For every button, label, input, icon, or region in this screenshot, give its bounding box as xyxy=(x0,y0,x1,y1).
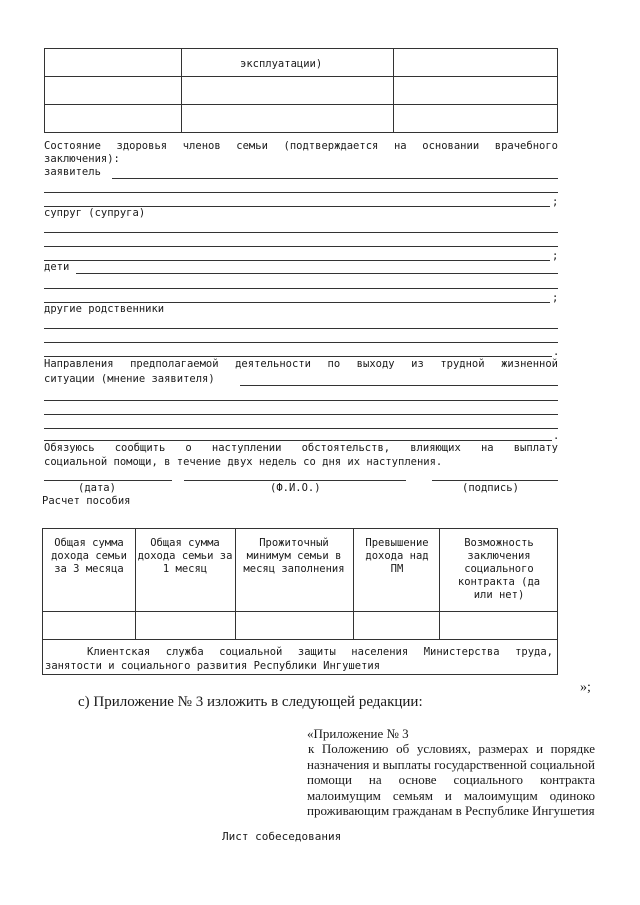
table-col-line xyxy=(353,529,354,639)
table-row-line xyxy=(43,611,557,612)
period: . xyxy=(553,430,560,442)
appendix-body: к Положению об условиях, размерах и порядке назначения и выплаты государственной социальной помощи на основе социального контракта малоимущим семьям и малоимущим одиноко проживающим гражданам в Республике Ингушетия xyxy=(307,741,595,818)
fill-line xyxy=(112,178,558,179)
fill-line xyxy=(44,260,550,261)
table-row-line xyxy=(45,104,557,105)
fill-line xyxy=(44,246,558,247)
fill-line xyxy=(44,342,558,343)
benefit-title: Расчет пособия xyxy=(42,495,131,507)
fill-line xyxy=(44,192,558,193)
obligation-line1: Обязуюсь сообщить о наступлении обстоятельств, влияющих на выплату xyxy=(44,442,558,454)
fill-line xyxy=(240,385,558,386)
benefit-header-income-3m: Общая сумма дохода семьи за 3 месяца xyxy=(51,537,127,575)
health-intro: Состояние здоровья членов семьи (подтверждается на основании врачебного заключения): xyxy=(44,140,558,165)
health-relatives-label: другие родственники xyxy=(44,303,165,315)
appendix-title: «Приложение № 3 xyxy=(307,726,409,741)
health-applicant-label: заявитель xyxy=(44,166,101,178)
benefit-header-subsistence-minimum: Прожиточный минимум семьи в месяц заполнения xyxy=(243,537,345,575)
benefit-header-contract-possibility: Возможность заключения социального контракта (да или нет) xyxy=(457,537,541,601)
fill-line xyxy=(44,414,558,415)
directions-line2: ситуации (мнение заявителя) xyxy=(44,373,215,385)
directions-line1: Направления предполагаемой деятельности по выходу из трудной жизненной xyxy=(44,358,558,370)
benefit-header-income-1m: Общая сумма дохода семьи за 1 месяц xyxy=(137,537,233,575)
table-col-line xyxy=(135,529,136,639)
health-spouse-label: супруг (супруга) xyxy=(44,207,146,219)
fill-line xyxy=(44,232,558,233)
signature-sign-line xyxy=(432,480,558,481)
benefit-footer xyxy=(43,645,557,673)
fill-line xyxy=(44,440,552,441)
fill-line xyxy=(44,328,558,329)
signature-date-caption: (дата) xyxy=(78,482,116,494)
interview-title: Лист собеседования xyxy=(222,830,342,843)
signature-date-line xyxy=(44,480,172,481)
signature-sign-caption: (подпись) xyxy=(462,482,519,494)
fill-line xyxy=(44,356,552,357)
obligation-line2: социальной помощи, в течение двух недель со дня их наступления. xyxy=(44,456,443,468)
benefit-footer-line2: занятости и социального развития Республики Ингушетия xyxy=(45,660,381,672)
table-col-line xyxy=(181,48,182,132)
benefit-table xyxy=(42,528,558,675)
health-children-label: дети xyxy=(44,261,70,273)
semicolon: ; xyxy=(552,196,559,208)
semicolon: ; xyxy=(552,292,559,304)
benefit-footer-line1: Клиентская служба социальной защиты населения Министерства труда, xyxy=(87,646,553,658)
table-row-line xyxy=(43,639,557,640)
fill-line xyxy=(44,288,558,289)
fill-line xyxy=(76,273,558,274)
table-row-line xyxy=(45,76,557,77)
fill-line xyxy=(44,400,558,401)
table-col-line xyxy=(393,48,394,132)
signature-fio-line xyxy=(184,480,406,481)
fill-line xyxy=(44,428,558,429)
table-row-line xyxy=(45,48,557,49)
closing-quote: »; xyxy=(580,680,591,695)
benefit-header-excess: Превышение дохода над ПМ xyxy=(365,537,429,575)
period: . xyxy=(553,346,560,358)
table-col-line xyxy=(439,529,440,639)
semicolon: ; xyxy=(552,250,559,262)
signature-fio-caption: (Ф.И.О.) xyxy=(270,482,321,494)
amendment-text: с) Приложение № 3 изложить в следующей редакции: xyxy=(78,694,423,710)
top-table-cell-text: эксплуатации) xyxy=(240,58,323,70)
table-col-line xyxy=(235,529,236,639)
